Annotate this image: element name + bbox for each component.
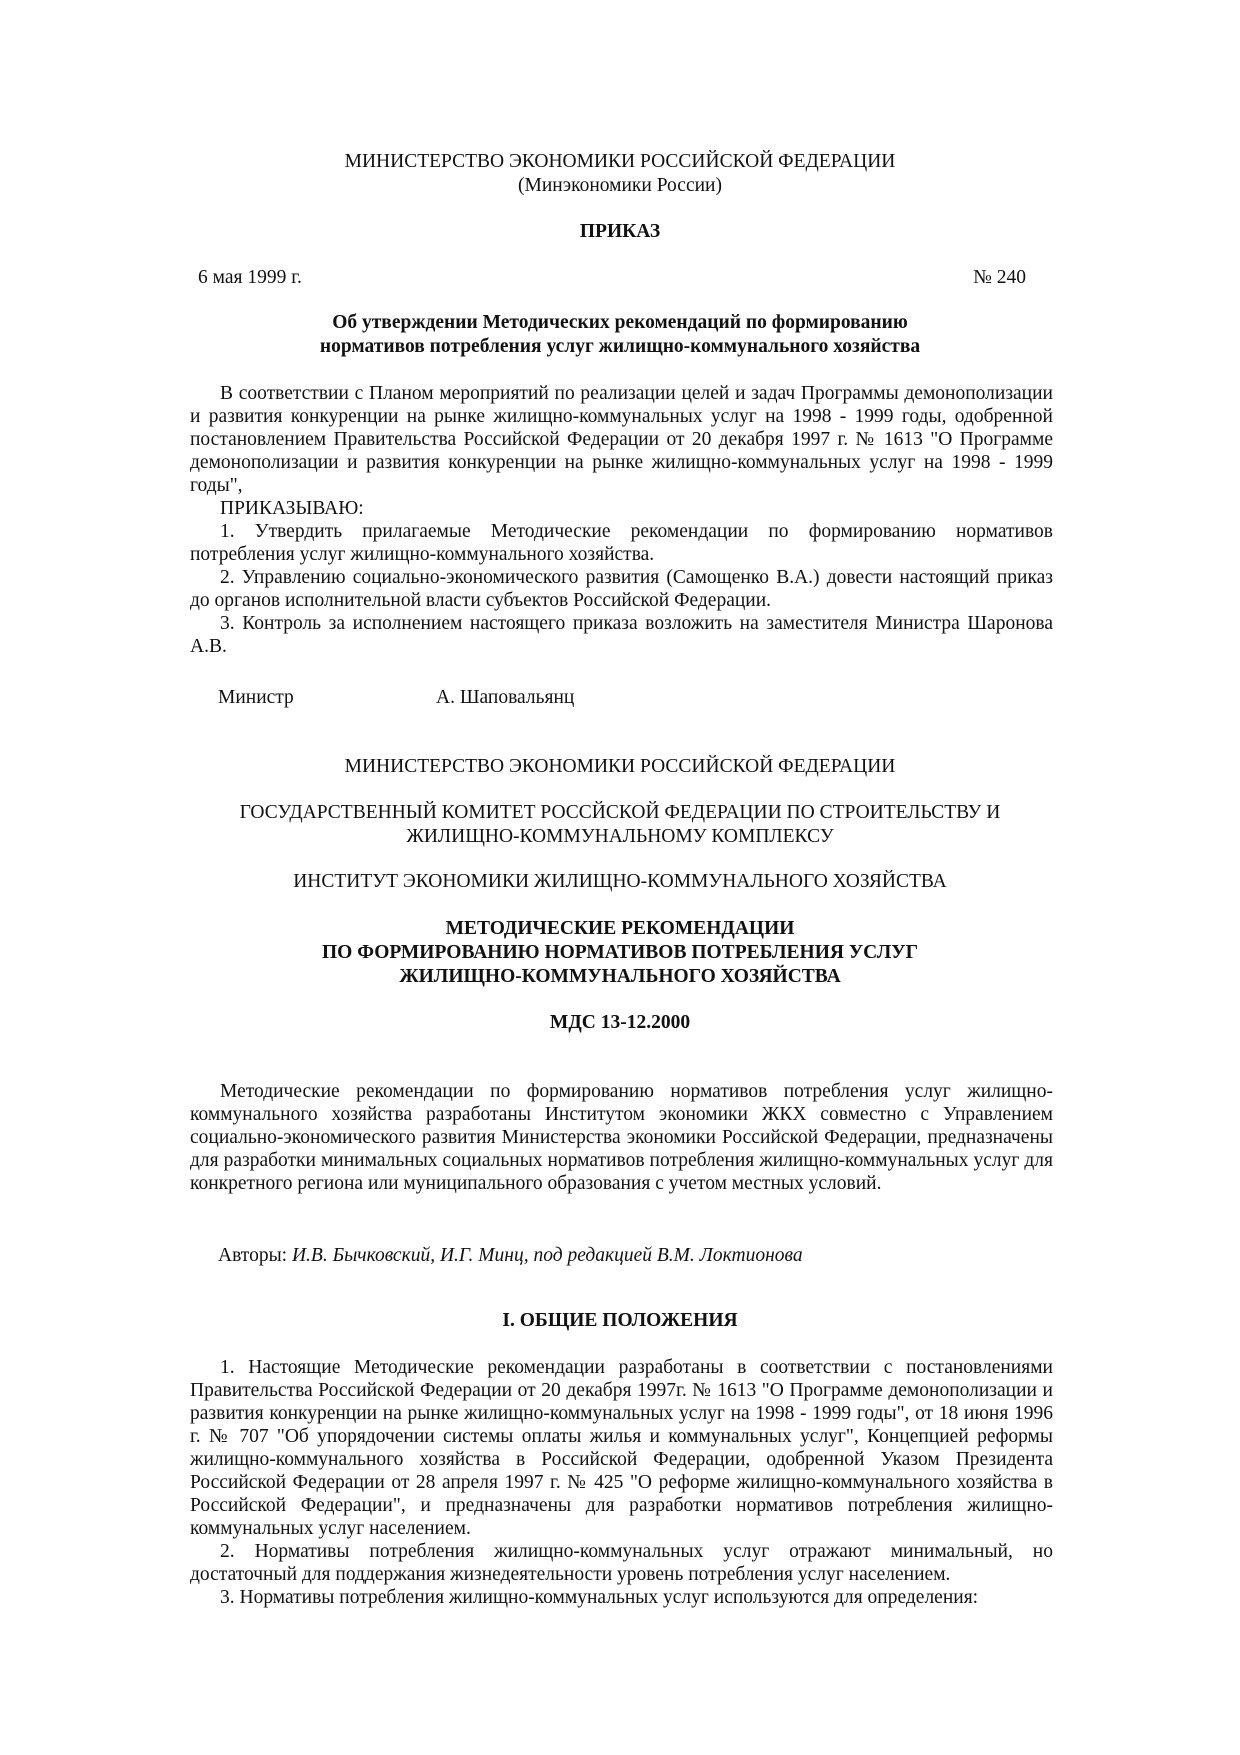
order-decree-word: ПРИКАЗЫВАЮ: [220, 498, 364, 519]
ministry-short-name: (Минэкономики России) [518, 175, 722, 196]
order-item: 2. Управлению социально-экономического развития (Самощенко В.А.) довести настоящий приказ до органов исполнительной власти субъектов Российской Федерации. [190, 567, 1053, 611]
org-institute: ИНСТИТУТ ЭКОНОМИКИ ЖИЛИЩНО-КОММУНАЛЬНОГО ХОЗЯЙСТВА [293, 871, 947, 892]
order-item: 1. Утвердить прилагаемые Методические рекомендации по формированию нормативов потребления услуг жилищно-коммунального хозяйства. [190, 521, 1053, 565]
order-title-line2: нормативов потребления услуг жилищно-коммунального хозяйства [319, 336, 921, 357]
section-item: 3. Нормативы потребления жилищно-коммунальных услуг используются для определения: [220, 1587, 979, 1608]
rec-title-line2: ПО ФОРМИРОВАНИЮ НОРМАТИВОВ ПОТРЕБЛЕНИЯ УСЛУГ [322, 942, 918, 963]
org-committee-line1: ГОСУДАРСТВЕННЫЙ КОМИТЕТ РОССЙСКОЙ ФЕДЕРАЦИИ ПО СТРОИТЕЛЬСТВУ И [239, 802, 1001, 823]
section-item: 1. Настоящие Методические рекомендации разработаны в соответствии с постановлениями Правительства Российской Федерации от 20 декабря 1997г. № 1613 "О Программе демонополизации и развития конкуренции на рынке жилищно-коммунальных услуг на 1998 - 1999 годы", от 18 июня 1996 г. № 707 "Об упорядочении системы оплаты жилья и коммунальных услуг", Концепцией реформы жилищно-коммунального хозяйства в Российской Федерации, одобренной Указом Президента Российской Федерации от 28 апреля 1997 г. № 425 "О реформе жилищно-коммунального хозяйства в Российской Федерации", и предназначены для разработки нормативов потребления жилищно-коммунальных услуг населением. [190, 1357, 1053, 1539]
rec-authors-label: Авторы: [218, 1245, 288, 1266]
doc-type: ПРИКАЗ [579, 221, 661, 242]
order-preamble: В соответствии с Планом мероприятий по реализации целей и задач Программы демонополизации и развития конкуренции на рынке жилищно-коммунальных услуг на 1998 - 1999 годы, одобренной постановлением Правительства Российской Федерации от 20 декабря 1997 г. № 1613 "О Программе демонополизации и развития конкуренции на рынке жилищно-коммунальных услуг на 1998 - 1999 годы", [190, 383, 1053, 496]
rec-title-line1: МЕТОДИЧЕСКИЕ РЕКОМЕНДАЦИИ [445, 918, 795, 939]
rec-abstract-text: Методические рекомендации по формированию нормативов потребления услуг жилищно-коммунального хозяйства разработаны Институтом экономики ЖКХ совместно с Управлением социально-экономического развития Министерства экономики Российской Федерации, предназначены для разработки минимальных социальных нормативов потребления жилищно-коммунальных услуг для конкретного региона или муниципального образования с учетом местных условий. [190, 1081, 1053, 1194]
org-ministry: МИНИСТЕРСТВО ЭКОНОМИКИ РОССИЙСКОЙ ФЕДЕРАЦИИ [344, 756, 896, 777]
rec-abstract [190, 1080, 1053, 1195]
rec-code: МДС 13-12.2000 [549, 1012, 691, 1033]
order-number: № 240 [973, 267, 1026, 288]
rec-authors [218, 1244, 803, 1267]
rec-authors-names: И.В. Бычковский, И.Г. Минц, под редакцией В.М. Локтионова [291, 1245, 803, 1266]
rec-title-line3: ЖИЛИЩНО-КОММУНАЛЬНОГО ХОЗЯЙСТВА [399, 966, 841, 987]
section-title: I. ОБЩИЕ ПОЛОЖЕНИЯ [502, 1310, 738, 1331]
order-date: 6 мая 1999 г. [198, 267, 302, 288]
section-body [190, 1356, 1053, 1609]
order-body [190, 382, 1053, 658]
org-committee-line2: ЖИЛИЩНО-КОММУНАЛЬНОМУ КОМПЛЕКСУ [406, 826, 834, 847]
signature-name: А. Шаповальянц [436, 687, 575, 708]
signature-role: Министр [218, 687, 294, 708]
order-title-line1: Об утверждении Методических рекомендаций по формированию [332, 312, 908, 333]
order-item: 3. Контроль за исполнением настоящего приказа возложить на заместителя Министра Шаронова А.В. [190, 613, 1053, 657]
section-item: 2. Нормативы потребления жилищно-коммунальных услуг отражают минимальный, но достаточный для поддержания жизнедеятельности уровень потребления услуг населением. [190, 1541, 1053, 1585]
ministry-name: МИНИСТЕРСТВО ЭКОНОМИКИ РОССИЙСКОЙ ФЕДЕРАЦИИ [344, 151, 896, 172]
